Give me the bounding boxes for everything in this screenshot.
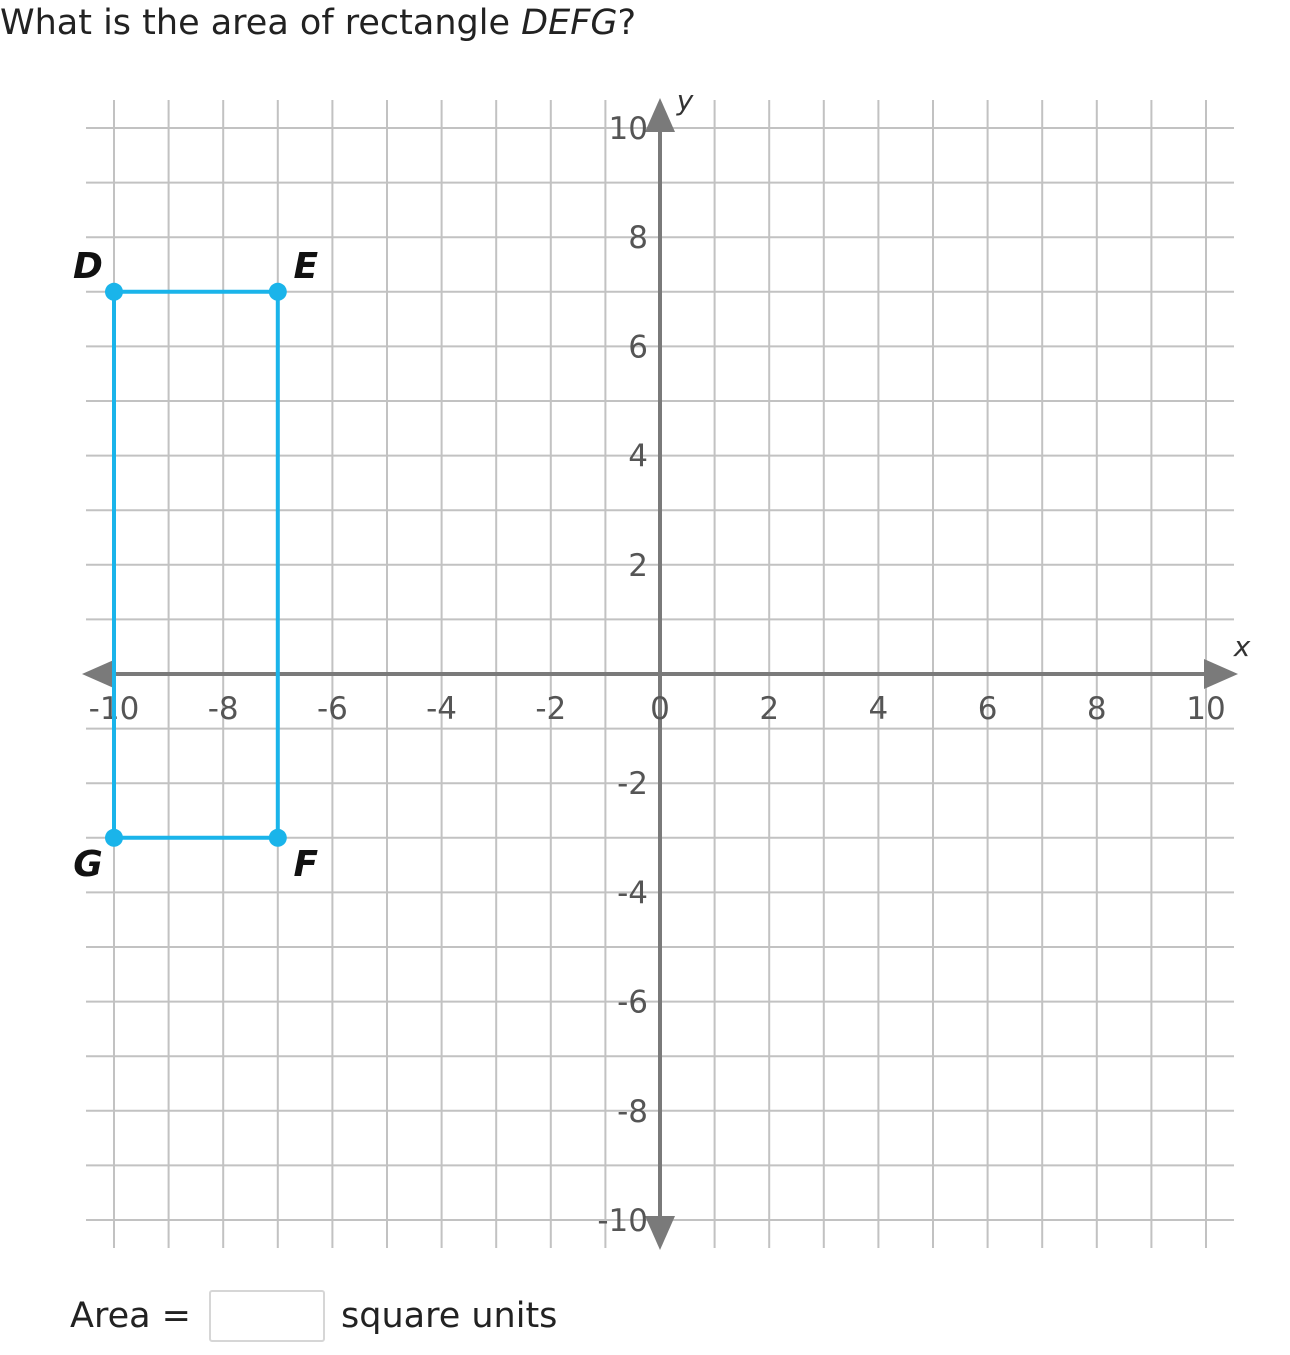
x-tick-label: -4 [426,691,458,727]
vertex-point-f [269,829,287,847]
y-axis-label: y [676,84,694,117]
x-axis-right-arrow [1204,659,1238,689]
x-axis-left-arrow [82,659,116,689]
vertex-point-g [105,829,123,847]
y-tick-label: -10 [597,1203,648,1239]
axes [82,84,1251,1250]
vertex-label-f: F [293,843,319,885]
x-tick-label: 4 [868,691,889,727]
x-tick-label: 8 [1086,691,1107,727]
answer-row [70,1287,557,1345]
x-tick-label: 10 [1186,691,1226,727]
question-prefix: What is the area of rectangle [0,3,522,43]
vertex-label-e: E [293,245,319,287]
y-axis-down-arrow [645,1216,675,1250]
x-tick-label: 0 [650,691,670,727]
y-tick-label: 2 [628,547,648,584]
y-tick-label: -4 [617,875,648,912]
units-label: square units [341,1296,558,1336]
x-tick-label: 2 [759,691,780,727]
x-tick-label: -8 [207,691,239,727]
y-tick-label: 8 [628,220,648,257]
y-tick-label: -8 [617,1093,648,1130]
question-suffix: ? [617,3,637,43]
vertex-label-d: D [73,245,103,287]
x-tick-label: -10 [88,691,140,727]
y-tick-label: 4 [628,438,648,475]
area-label: Area = [70,1296,191,1336]
y-tick-label: -2 [617,766,648,803]
x-tick-label: 6 [977,691,998,727]
y-tick-label: 6 [628,329,648,366]
vertex-point-d [105,283,123,301]
x-tick-label: -2 [535,691,567,727]
x-axis-label: x [1233,630,1251,663]
vertex-label-g: G [73,843,103,885]
area-input[interactable] [209,1290,325,1342]
vertex-point-e [269,283,287,301]
y-tick-label: 10 [608,111,648,147]
x-tick-label: -6 [316,691,348,727]
rectangle-name: DEFG [521,3,618,43]
y-tick-label: -6 [617,984,648,1021]
y-axis-up-arrow [645,98,675,132]
